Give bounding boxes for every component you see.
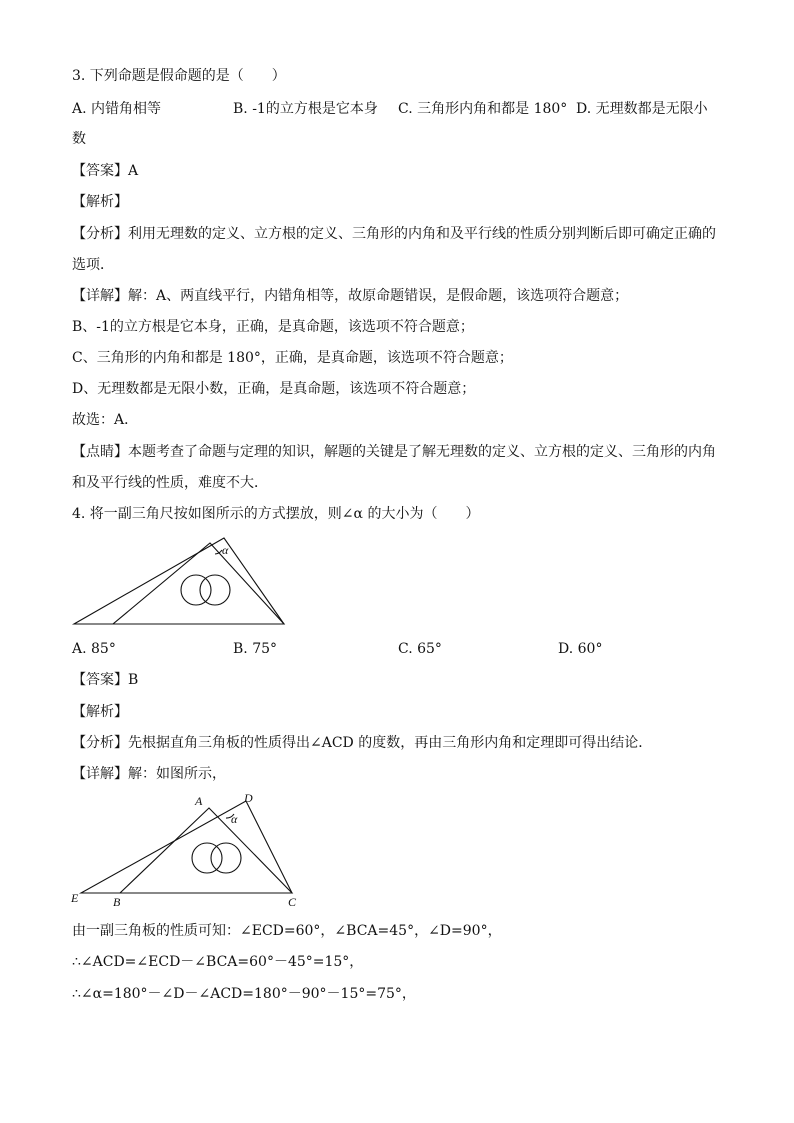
triangle-small (113, 543, 284, 624)
q3-detail-2: B、-1的立方根是它本身，正确，是真命题，该选项不符合题意； (72, 319, 474, 335)
q3-comment-2: 和及平行线的性质，难度不大． (72, 475, 268, 491)
q4-step-1: 由一副三角板的性质可知：∠ECD=60°，∠BCA=45°，∠D=90°， (72, 923, 502, 939)
q4-step-3: ∴∠α=180°－∠D－∠ACD=180°－90°－15°=75°， (72, 986, 416, 1002)
triangle-large (74, 538, 284, 624)
q4-option-d: D. 60° (558, 641, 603, 657)
q3-stem: 3. 下列命题是假命题的是（ ） (72, 68, 286, 84)
q3-choose: 故选：A． (72, 412, 139, 428)
alpha-label: α (222, 543, 229, 557)
q4-answer: 【答案】B (72, 672, 139, 688)
triangle-bca (120, 808, 292, 893)
circle-left (181, 575, 211, 605)
q3-option-a: A. 内错角相等 (72, 101, 162, 117)
circle-right (211, 843, 241, 873)
q4-option-a: A. 85° (72, 641, 116, 657)
q4-analysis-head: 【解析】 (72, 704, 128, 720)
q4-fenxi: 【分析】先根据直角三角板的性质得出∠ACD 的度数，再由三角形内角和定理即可得出结论． (72, 735, 653, 751)
label-e: E (71, 891, 79, 905)
q3-detail-4: D、无理数都是无限小数，正确，是真命题，该选项不符合题意； (72, 381, 476, 397)
q3-option-d-cont: 数 (72, 131, 86, 147)
q3-answer: 【答案】A (72, 163, 139, 179)
q4-stem: 4. 将一副三角尺按如图所示的方式摆放，则∠α 的大小为（ ） (72, 506, 480, 522)
q4-detail-head: 【详解】解：如图所示， (72, 766, 226, 782)
q3-option-d: D. 无理数都是无限小 (576, 101, 708, 117)
q4-labeled-figure (68, 788, 308, 910)
q3-analysis-head: 【解析】 (72, 194, 128, 210)
q3-comment-1: 【点睛】本题考查了命题与定理的知识，解题的关键是了解无理数的定义、立方根的定义、三角形的内角 (72, 444, 716, 460)
q4-option-c: C. 65° (398, 641, 442, 657)
q4-option-b: B. 75° (233, 641, 278, 657)
q3-option-c: C. 三角形内角和都是 180° (398, 101, 568, 117)
label-alpha: α (231, 812, 238, 826)
label-d: D (244, 791, 253, 805)
circle-left (192, 843, 222, 873)
q3-detail-3: C、三角形的内角和都是 180°，正确，是真命题，该选项不符合题意； (72, 350, 513, 366)
q3-fenxi-1: 【分析】利用无理数的定义、立方根的定义、三角形的内角和及平行线的性质分别判断后即可确定正确的 (72, 226, 716, 242)
q4-figure-triangles (70, 532, 295, 628)
q4-step-2: ∴∠ACD=∠ECD－∠BCA=60°－45°=15°， (72, 954, 364, 970)
q3-fenxi-2: 选项． (72, 257, 114, 273)
q3-detail-1: 【详解】解：A、两直线平行，内错角相等，故原命题错误，是假命题，该选项符合题意； (72, 288, 629, 304)
label-a: A (195, 794, 203, 808)
circle-right (200, 575, 230, 605)
q3-option-b: B. -1的立方根是它本身 (233, 101, 378, 117)
label-b: B (113, 895, 121, 909)
triangle-ecd (81, 801, 292, 893)
label-c: C (288, 895, 297, 909)
